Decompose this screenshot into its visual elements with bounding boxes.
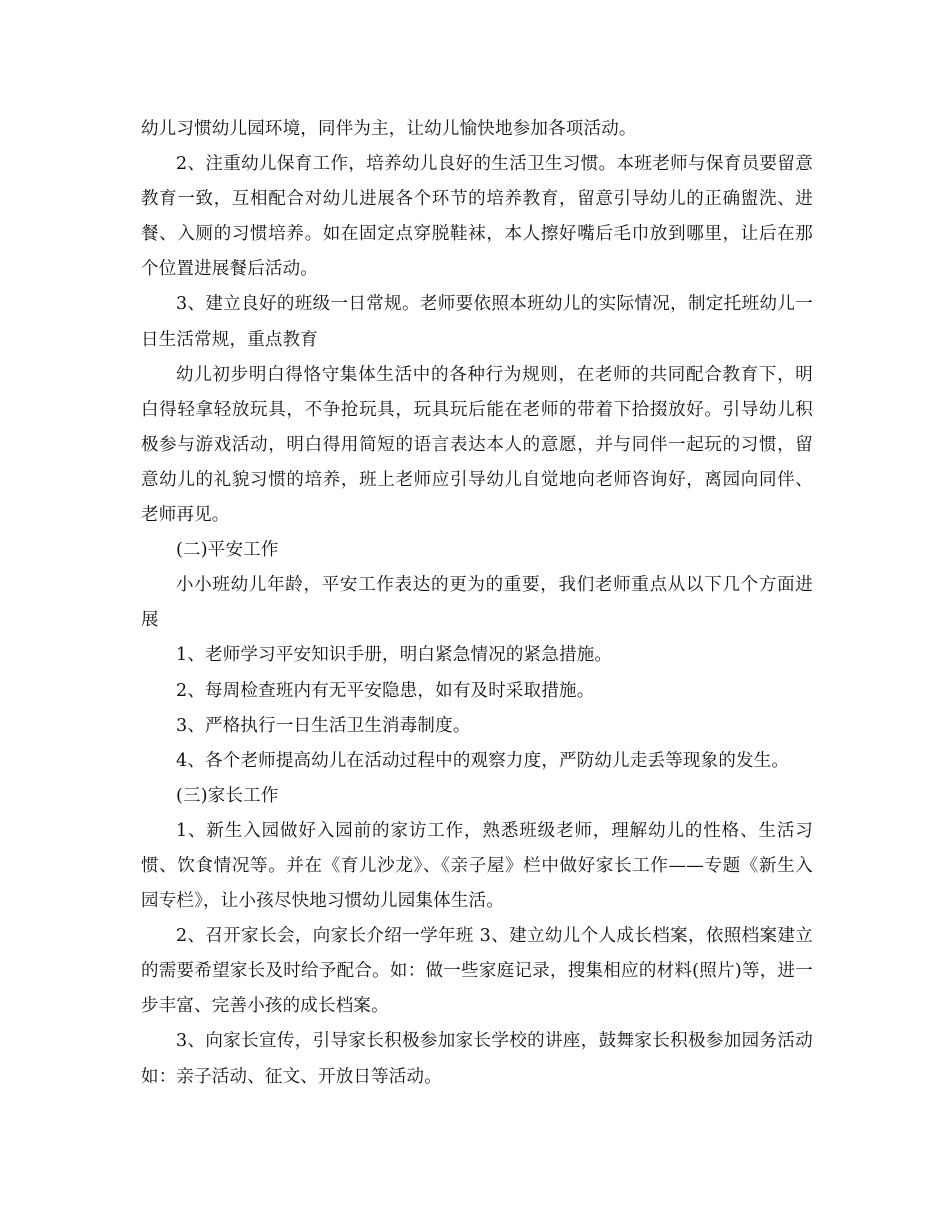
paragraph: 幼儿初步明白得恪守集体生活中的各种行为规则，在老师的共同配合教育下，明白得轻拿轻放玩具，不争抢玩具，玩具玩后能在老师的带着下拾掇放好。引导幼儿积极参与游戏活动，明白得用简短的语言表达本人的意愿，并与同伴一起玩的习惯，留意幼儿的礼貌习惯的培养，班上老师应引导幼儿自觉地向老师咨询好，离园向同伴、老师再见。 [141,364,813,526]
list-item: 3、严格执行一日生活卫生消毒制度。 [176,715,471,736]
list-item: 1、新生入园做好入园前的家访工作，熟悉班级老师，理解幼儿的性格、生活习惯、饮食情况等。并在《育儿沙龙》、《亲子屋》栏中做好家长工作——专题《新生入园专栏》，让小孩尽快地习惯幼儿园集体生活。 [141,820,813,912]
section-heading: (三)家长工作 [176,785,279,806]
list-item: 4、各个老师提高幼儿在活动过程中的观察力度，严防幼儿走丢等现象的发生。 [176,750,790,771]
paragraph: 小小班幼儿年龄，平安工作表达的更为的重要，我们老师重点从以下几个方面进展 [141,575,813,631]
list-item: 2、召开家长会，向家长介绍一学年班 3、建立幼儿个人成长档案，依照档案建立的需要希望家长及时给予配合。如：做一些家庭记录，搜集相应的材料(照片)等，进一步丰富、完善小孩的成长档案。 [141,926,813,1017]
paragraph: 2、注重幼儿保育工作，培养幼儿良好的生活卫生习惯。本班老师与保育员要留意教育一致，互相配合对幼儿进展各个环节的培养教育，留意引导幼儿的正确盥洗、进餐、入厕的习惯培养。如在固定点穿脱鞋袜，本人擦好嘴后毛巾放到哪里，让后在那个位置进展餐后活动。 [141,154,813,280]
section-heading: (二)平安工作 [176,540,279,561]
list-item: 1、老师学习平安知识手册，明白紧急情况的紧急措施。 [176,645,613,666]
list-item: 2、每周检查班内有无平安隐患，如有及时采取措施。 [176,680,595,701]
document-body [141,112,813,1095]
paragraph: 幼儿习惯幼儿园环境，同伴为主，让幼儿愉快地参加各项活动。 [141,119,637,139]
paragraph: 3、建立良好的班级一日常规。老师要依照本班幼儿的实际情况，制定托班幼儿一日生活常规，重点教育 [141,294,813,350]
list-item: 3、向家长宣传，引导家长积极参加家长学校的讲座，鼓舞家长积极参加园务活动如：亲子活动、征文、开放日等活动。 [141,1031,813,1087]
